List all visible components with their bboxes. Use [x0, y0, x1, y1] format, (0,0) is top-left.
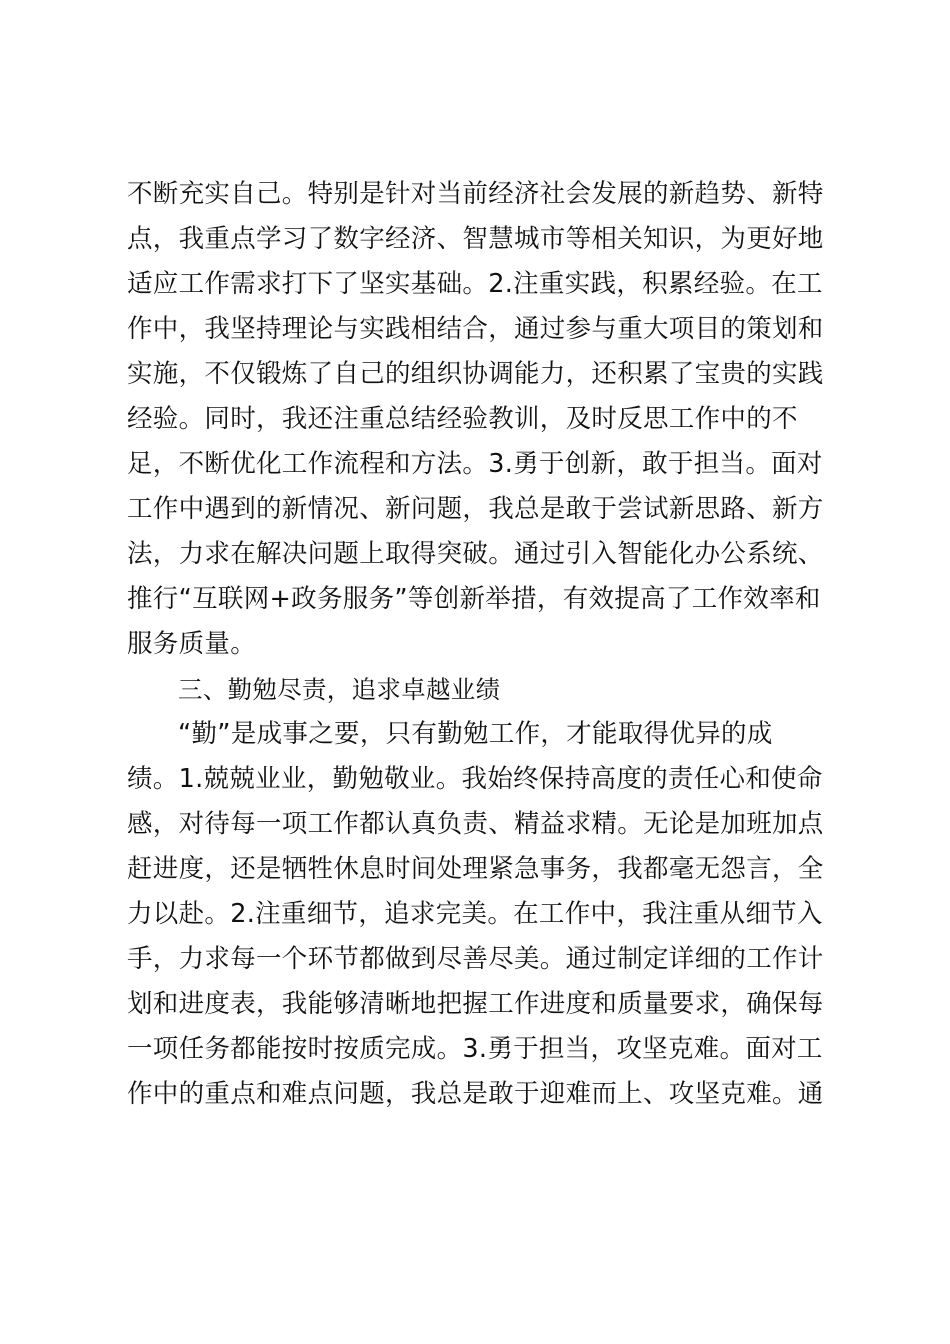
text-line: 实施，不仅锻炼了自己的组织协调能力，还积累了宝贵的实践: [127, 359, 824, 389]
text-line: 适应工作需求打下了坚实基础。2.注重实践，积累经验。在工: [127, 269, 823, 299]
text-line: 不断充实自己。特别是针对当前经济社会发展的新趋势、新特: [127, 179, 824, 209]
text-line: 工作中遇到的新情况、新问题，我总是敢于尝试新思路、新方: [127, 494, 824, 524]
text-line: 感，对待每一项工作都认真负责、精益求精。无论是加班加点: [127, 809, 824, 839]
text-line: 足，不断优化工作流程和方法。3.勇于创新，敢于担当。面对: [127, 449, 823, 479]
body-text: [127, 172, 827, 1117]
text-line: 手，力求每一个环节都做到尽善尽美。通过制定详细的工作计: [127, 944, 824, 974]
text-line: 赶进度，还是牺牲休息时间处理紧急事务，我都毫无怨言，全: [127, 854, 824, 884]
section-heading: 三、勤勉尽责，追求卓越业绩: [178, 675, 501, 704]
text-line: 一项任务都能按时按质完成。3.勇于担当，攻坚克难。面对工: [127, 1034, 823, 1064]
text-line: 力以赴。2.注重细节，追求完美。在工作中，我注重从细节入: [127, 899, 823, 929]
text-line: 作中的重点和难点问题，我总是敢于迎难而上、攻坚克难。通: [127, 1079, 824, 1109]
text-line: 划和进度表，我能够清晰地把握工作进度和质量要求，确保每: [127, 989, 824, 1019]
text-line: 推行“互联网+政务服务”等创新举措，有效提高了工作效率和: [127, 584, 821, 614]
text-line: 服务质量。: [127, 629, 257, 659]
text-line: “勤”是成事之要，只有勤勉工作，才能取得优异的成: [178, 719, 773, 749]
text-line: 法，力求在解决问题上取得突破。通过引入智能化办公系统、: [127, 539, 824, 569]
text-line: 经验。同时，我还注重总结经验教训，及时反思工作中的不: [127, 404, 798, 434]
text-line: 绩。1.兢兢业业，勤勉敬业。我始终保持高度的责任心和使命: [127, 764, 823, 794]
text-line: 点，我重点学习了数字经济、智慧城市等相关知识，为更好地: [127, 224, 824, 254]
text-line: 作中，我坚持理论与实践相结合，通过参与重大项目的策划和: [127, 314, 824, 344]
